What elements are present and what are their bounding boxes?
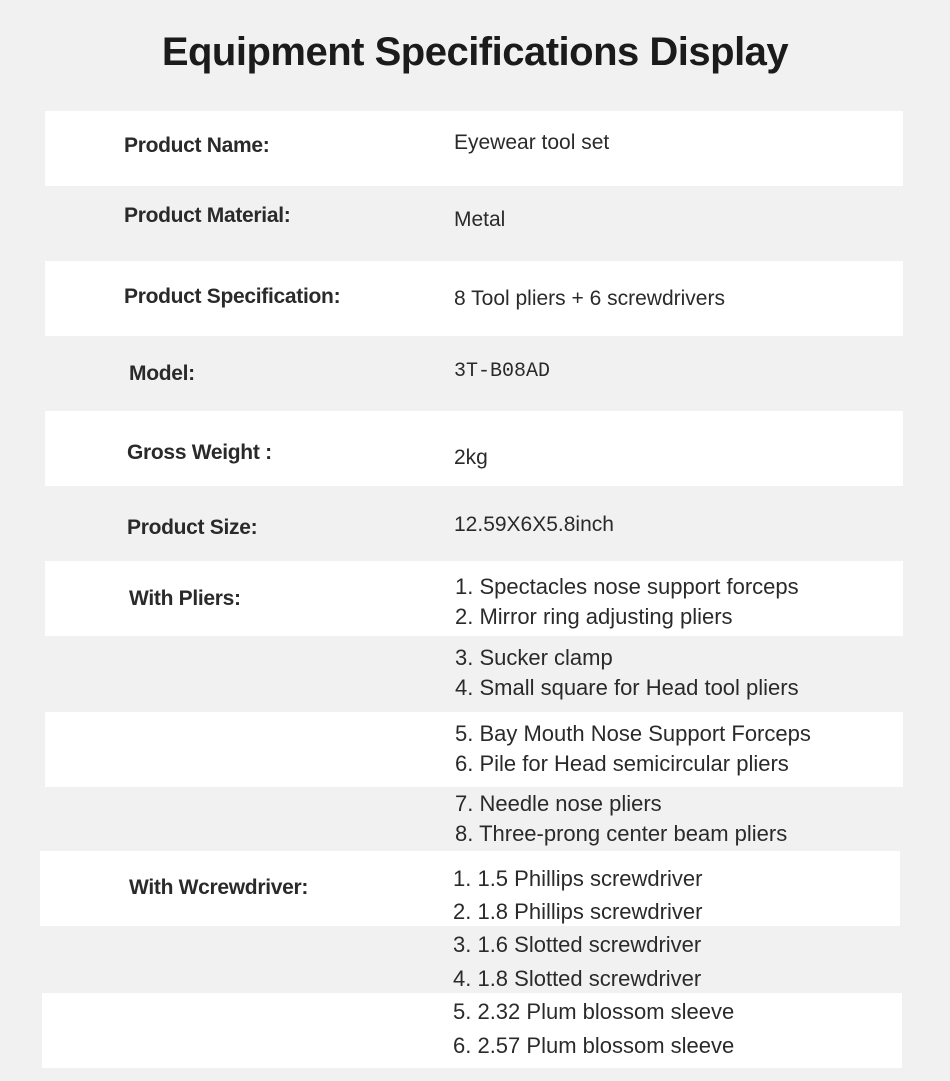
product-material-value: Metal bbox=[454, 208, 506, 231]
list-item: 8. Three-prong center beam pliers bbox=[455, 821, 788, 846]
model-label: Model: bbox=[129, 362, 195, 385]
page-title: Equipment Specifications Display bbox=[161, 30, 789, 74]
gross-weight-value: 2kg bbox=[454, 446, 488, 469]
list-item: 2. 1.8 Phillips screwdriver bbox=[453, 899, 703, 924]
list-item: 2. Mirror ring adjusting pliers bbox=[455, 604, 733, 629]
list-item: 5. Bay Mouth Nose Support Forceps bbox=[455, 721, 811, 746]
product-size-value: 12.59X6X5.8inch bbox=[454, 513, 614, 536]
list-item: 5. 2.32 Plum blossom sleeve bbox=[453, 999, 735, 1024]
model-value: 3T-B08AD bbox=[454, 360, 551, 383]
list-item: 1. 1.5 Phillips screwdriver bbox=[453, 866, 703, 891]
product-specification-value: 8 Tool pliers + 6 screwdrivers bbox=[454, 287, 725, 310]
list-item: 6. Pile for Head semicircular pliers bbox=[455, 751, 789, 776]
product-name-label: Product Name: bbox=[124, 134, 270, 157]
list-item: 3. Sucker clamp bbox=[455, 645, 613, 670]
product-name-value: Eyewear tool set bbox=[454, 131, 610, 154]
pliers-label: With Pliers: bbox=[129, 587, 241, 610]
list-item: 7. Needle nose pliers bbox=[455, 791, 662, 816]
screwdriver-label: With Wcrewdriver: bbox=[129, 876, 309, 899]
product-material-label: Product Material: bbox=[124, 204, 291, 227]
product-specification-label: Product Specification: bbox=[124, 285, 341, 308]
product-size-label: Product Size: bbox=[127, 516, 258, 539]
list-item: 4. Small square for Head tool pliers bbox=[455, 675, 799, 700]
list-item: 3. 1.6 Slotted screwdriver bbox=[453, 932, 702, 957]
gross-weight-label: Gross Weight : bbox=[127, 441, 272, 464]
list-item: 4. 1.8 Slotted screwdriver bbox=[453, 966, 702, 991]
list-item: 6. 2.57 Plum blossom sleeve bbox=[453, 1033, 735, 1058]
list-item: 1. Spectacles nose support forceps bbox=[455, 574, 799, 599]
